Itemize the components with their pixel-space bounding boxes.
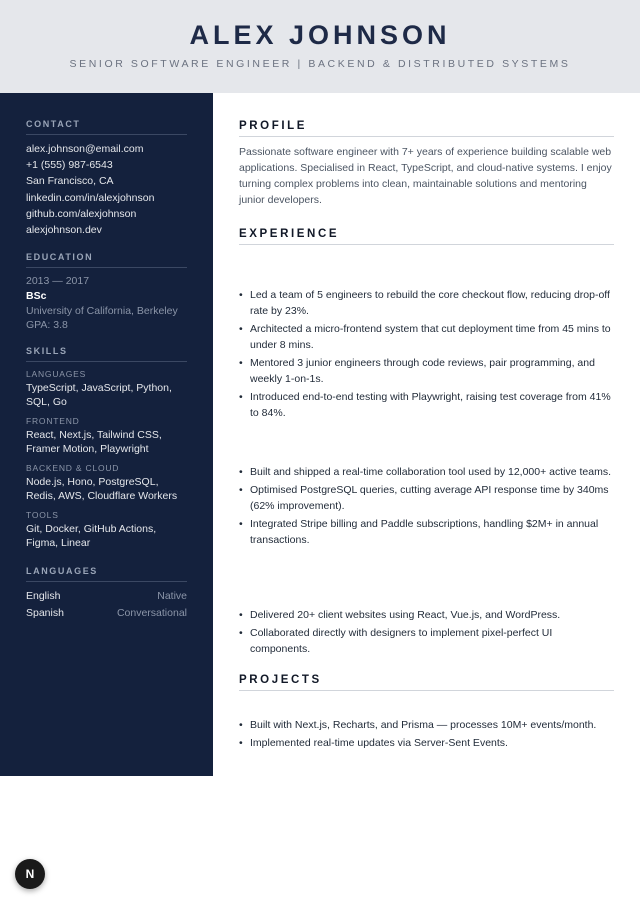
skill-group-value: React, Next.js, Tailwind CSS, Framer Motion, Playwright — [26, 429, 162, 455]
experience-bullet: • Built and shipped a real-time collaboration tool used by 12,000+ active teams. — [239, 464, 614, 480]
skill-group — [26, 509, 187, 550]
contact-location: San Francisco, CA — [26, 175, 114, 188]
skill-group — [26, 415, 187, 456]
projects-section — [239, 674, 614, 691]
language-level: Native — [157, 590, 187, 602]
experience-bullet: • Architected a micro-frontend system that cut deployment time from 45 mins to under 8 mins. — [239, 321, 614, 353]
resume-header — [0, 0, 640, 93]
contact-phone[interactable]: +1 (555) 987-6543 — [26, 159, 113, 172]
skill-group — [26, 462, 187, 503]
skills-title: SKILLS — [26, 346, 187, 362]
contact-email[interactable]: alex.johnson@email.com — [26, 143, 144, 155]
skill-group-label: FRONTEND — [26, 416, 80, 426]
experience-entry — [239, 607, 614, 659]
skill-group-value: Git, Docker, GitHub Actions, Figma, Linear — [26, 523, 157, 549]
experience-entry — [239, 464, 614, 550]
experience-bullet: • Introduced end-to-end testing with Playwright, raising test coverage from 41% to 84%. — [239, 389, 614, 421]
skill-group-label: BACKEND & CLOUD — [26, 463, 120, 473]
project-bullet: • Built with Next.js, Recharts, and Prisma — processes 10M+ events/month. — [239, 717, 614, 733]
language-name: English — [26, 590, 61, 602]
languages-title: LANGUAGES — [26, 566, 187, 582]
experience-bullet: • Optimised PostgreSQL queries, cutting average API response time by 340ms (62% improvement). — [239, 482, 614, 514]
contact-website[interactable]: alexjohnson.dev — [26, 224, 102, 237]
experience-bullet: • Mentored 3 junior engineers through code reviews, pair programming, and weekly 1-on-1s. — [239, 355, 614, 387]
skill-group — [26, 368, 187, 409]
nextjs-logo-icon[interactable] — [15, 859, 45, 889]
experience-bullets — [239, 287, 614, 422]
contact-title: CONTACT — [26, 119, 187, 135]
project-entry — [239, 717, 614, 753]
skills-section — [26, 346, 187, 550]
experience-bullet: • Collaborated directly with designers to implement pixel-perfect UI components. — [239, 625, 614, 657]
education-dates: 2013 — 2017 — [26, 275, 90, 287]
experience-bullets — [239, 464, 614, 548]
experience-bullet: • Integrated Stripe billing and Paddle subscriptions, handling $2M+ in annual transactions. — [239, 516, 614, 548]
sidebar — [0, 93, 213, 776]
education-section — [26, 252, 187, 333]
experience-bullet: • Delivered 20+ client websites using React, Vue.js, and WordPress. — [239, 607, 614, 623]
skill-group-value: TypeScript, JavaScript, Python, SQL, Go — [26, 382, 172, 408]
language-row — [26, 605, 187, 622]
skill-group-label: LANGUAGES — [26, 369, 87, 379]
experience-section — [239, 228, 614, 245]
badge-letter: N — [25, 867, 35, 881]
skill-group-label: TOOLS — [26, 510, 59, 520]
education-title: EDUCATION — [26, 252, 187, 268]
project-bullet: • Implemented real-time updates via Server-Sent Events. — [239, 735, 614, 751]
skill-group-value: Node.js, Hono, PostgreSQL, Redis, AWS, Cloudflare Workers — [26, 476, 178, 502]
language-row — [26, 588, 187, 605]
profile-title: PROFILE — [239, 120, 614, 137]
candidate-subtitle: SENIOR SOFTWARE ENGINEER | BACKEND & DISTRIBUTED SYSTEMS — [69, 58, 571, 70]
candidate-name: ALEX JOHNSON — [189, 20, 451, 50]
profile-section — [239, 120, 614, 208]
experience-title: EXPERIENCE — [239, 228, 614, 245]
education-degree: BSc — [26, 289, 47, 302]
project-bullets — [239, 717, 614, 751]
language-name: Spanish — [26, 606, 64, 619]
languages-section — [26, 566, 187, 621]
projects-title: PROJECTS — [239, 674, 614, 691]
contact-github[interactable]: github.com/alexjohnson — [26, 207, 137, 220]
education-gpa: GPA: 3.8 — [26, 319, 68, 331]
language-level: Conversational — [116, 606, 187, 619]
contact-linkedin[interactable]: linkedin.com/in/alexjohnson — [26, 191, 155, 204]
experience-bullet: • Led a team of 5 engineers to rebuild the core checkout flow, reducing drop-off rate by 23%. — [239, 287, 614, 319]
experience-entry — [239, 287, 614, 423]
contact-section — [26, 119, 187, 238]
profile-text: Passionate software engineer with 7+ years of experience building scalable web applications. Specialised in React, TypeScript, and cloud-native systems. I enjoy turning complex problems into clean, maintainable solutions and mentoring junior developers. — [239, 146, 612, 206]
experience-bullets — [239, 607, 614, 657]
education-school: University of California, Berkeley — [26, 304, 178, 317]
